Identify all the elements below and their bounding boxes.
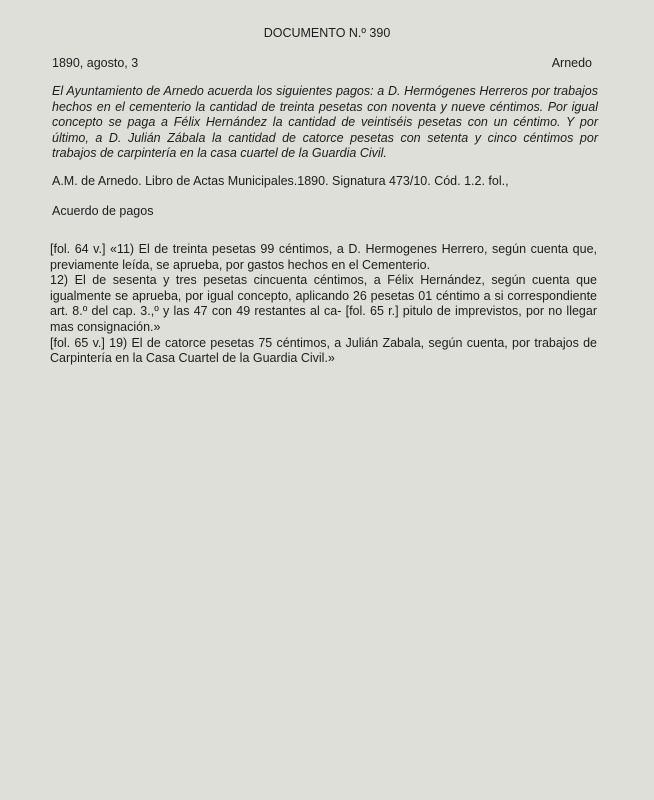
document-title: DOCUMENTO N.º 390 (263, 26, 391, 40)
document-date: 1890, agosto, 3 (52, 56, 139, 70)
document-summary: El Ayuntamiento de Arnedo acuerda los siguientes pagos: a D. Hermógenes Herreros por trabajos hechos en el cementerio la cantidad de treinta pesetas con noventa y nueve céntimos. Por igual concepto se paga a Félix Hernández la cantidad de veintiséis pesetas con un céntimo. Y por último, a D. Julián Zábala la cantidad de catorce pesetas con setenta y cinco céntimos por trabajos de carpintería en la casa cuartel de la Guardia Civil. (52, 84, 598, 161)
transcription-paragraph: 12) El de sesenta y tres pesetas cincuenta céntimos, a Félix Hernández, según cuenta que igualmente se aprueba, por igual concepto, aplicando 26 pesetas 01 céntimo a si correspondiente art. 8.º del cap. 3.,º y las 47 con 49 restantes al ca- [fol. 65 r.] pitulo de imprevistos, por no llegar mas consignación.» (50, 273, 597, 334)
transcription (50, 242, 597, 367)
document-type: Acuerdo de pagos (52, 204, 154, 218)
transcription-paragraph: [fol. 65 v.] 19) El de catorce pesetas 75 céntimos, a Julián Zabala, según cuenta, por trabajos de Carpintería en la Casa Cuartel de la Guardia Civil.» (50, 335, 597, 366)
document-place: Arnedo (551, 56, 592, 70)
transcription-paragraph: [fol. 64 v.] «11) El de treinta pesetas 99 céntimos, a D. Hermogenes Herrero, según cuenta que, previamente leída, se aprueba, por gastos hechos en el Cementerio. (50, 242, 597, 272)
archival-source: A.M. de Arnedo. Libro de Actas Municipales.1890. Signatura 473/10. Cód. 1.2. fol., (52, 174, 509, 188)
date-place-line (52, 56, 592, 70)
